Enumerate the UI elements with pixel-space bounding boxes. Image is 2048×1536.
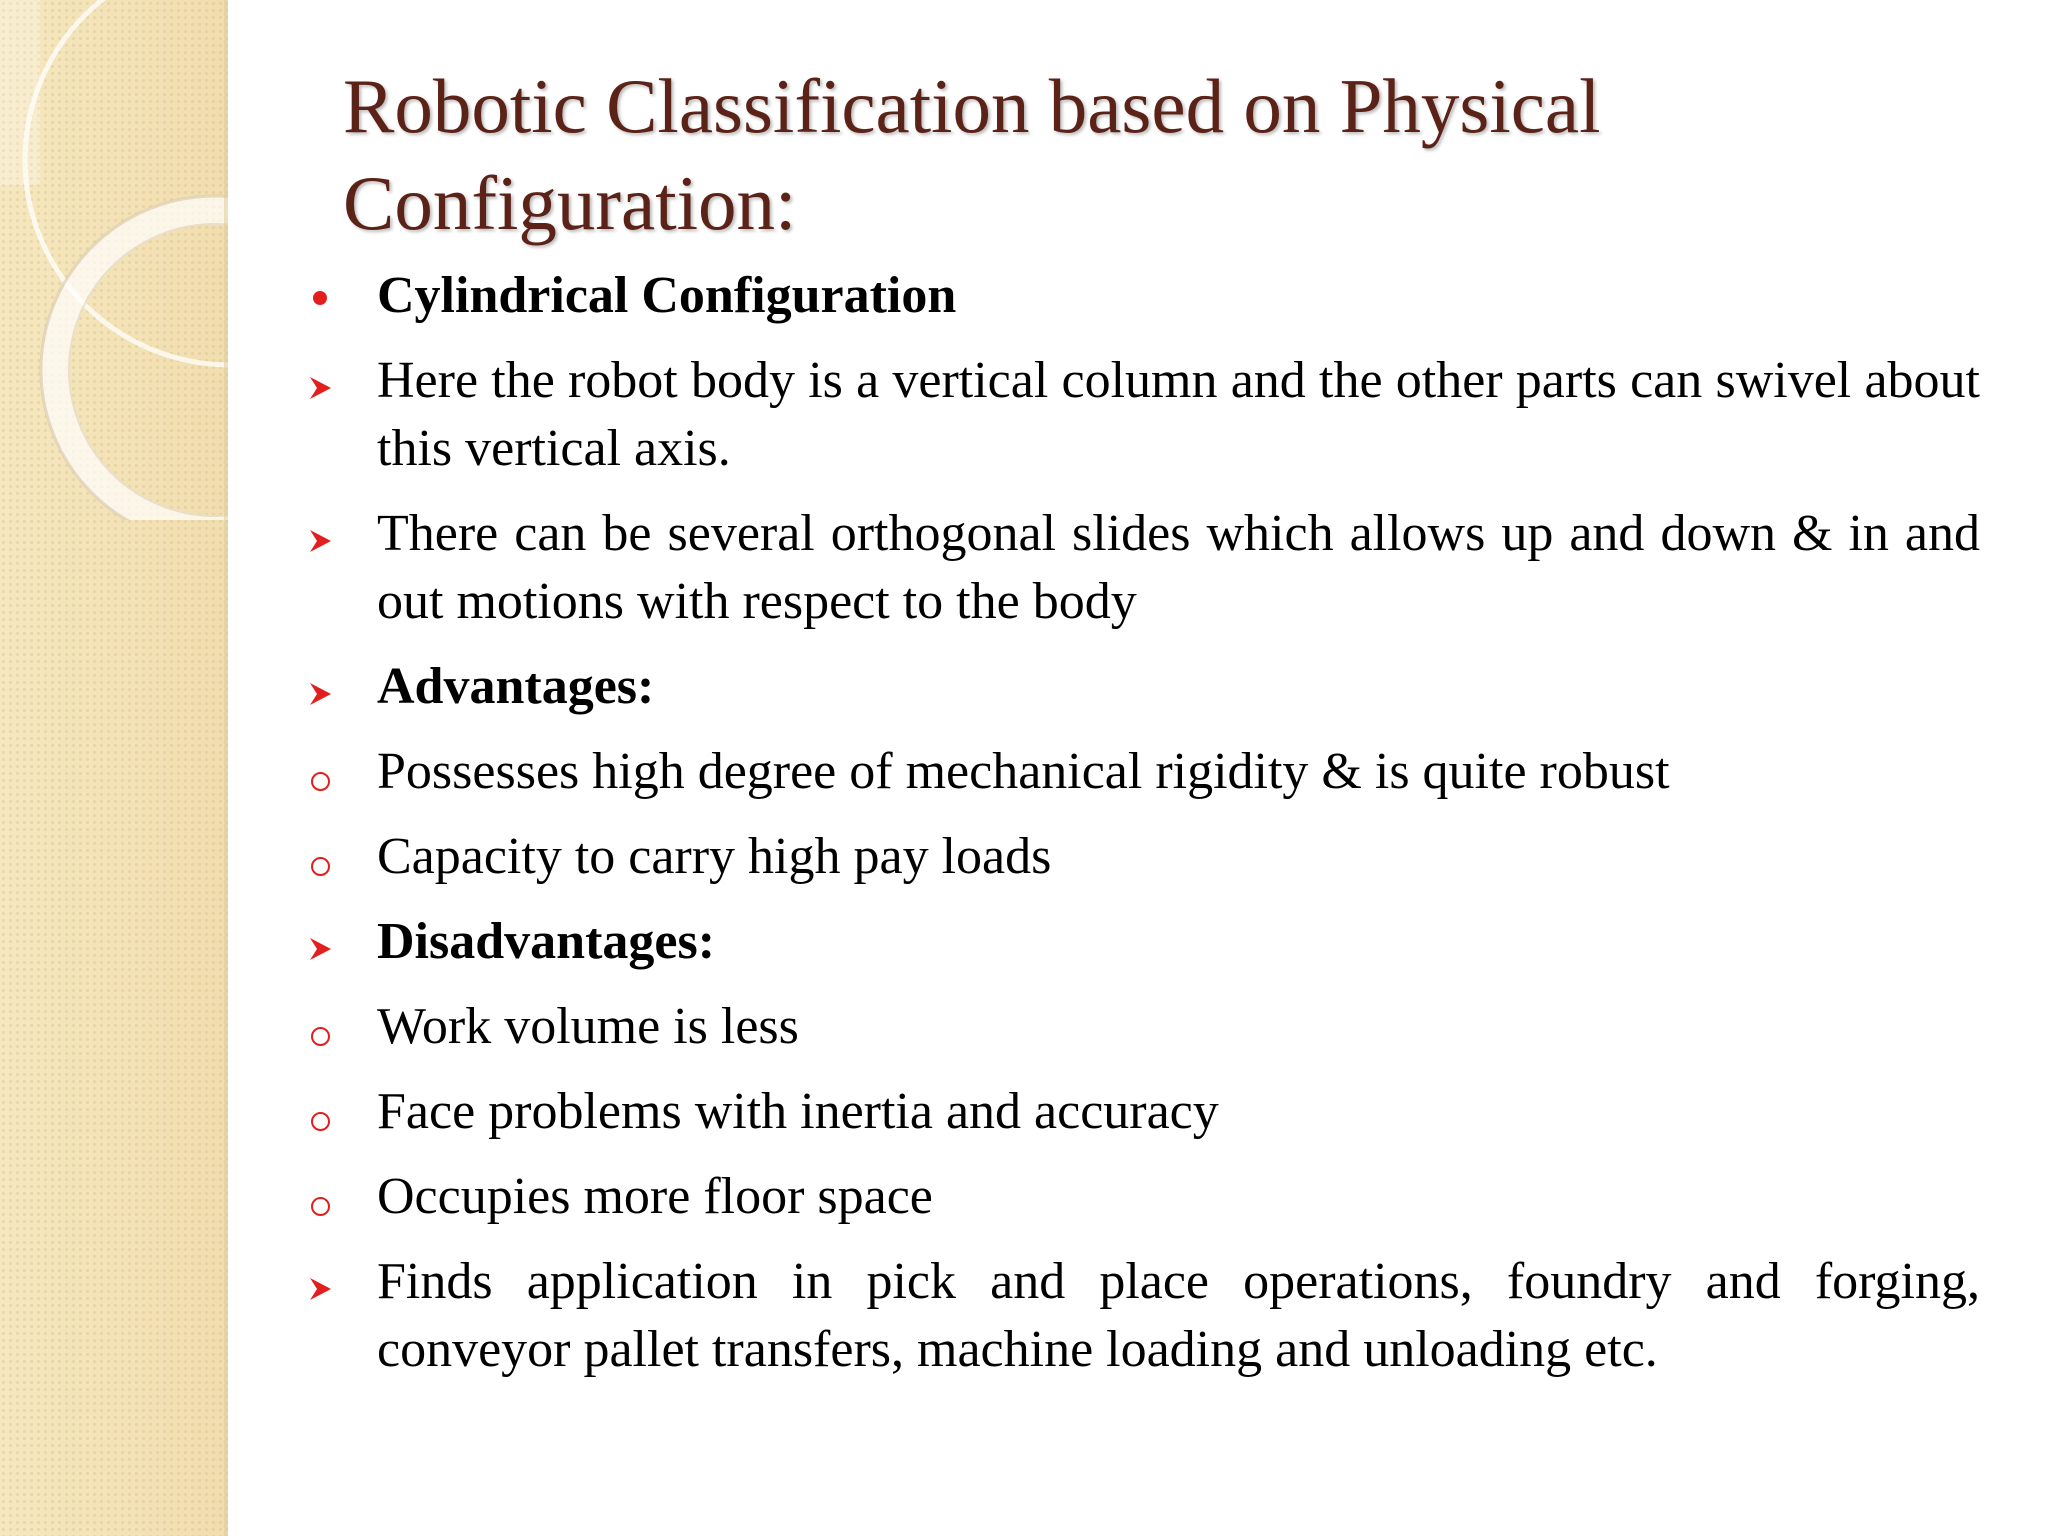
bullet-marker: [300, 1163, 340, 1231]
decorative-side-panel: [0, 0, 228, 1536]
bullet-marker: [300, 500, 340, 568]
bullet-item: [300, 262, 1980, 330]
bullet-marker: [300, 1078, 340, 1146]
bullet-text: Face problems with inertia and accuracy: [377, 1083, 1219, 1140]
bullet-list: [300, 262, 1980, 1401]
bullet-marker: [300, 823, 340, 891]
arrow-icon: [307, 1252, 333, 1320]
bullet-text: Finds application in pick and place operations, foundry and forging, conveyor pallet transfers, machine loading and unloading etc.: [377, 1253, 1980, 1378]
side-panel-edge: [224, 0, 228, 1536]
arrow-icon: [307, 912, 333, 980]
dot-icon: [313, 291, 327, 305]
bullet-marker: [300, 347, 340, 415]
bullet-text: Work volume is less: [377, 998, 799, 1055]
bullet-marker: [300, 653, 340, 721]
bullet-item: [300, 1248, 1980, 1384]
bullet-marker: [300, 1248, 340, 1316]
bullet-marker: [300, 738, 340, 806]
circle-icon: [311, 1197, 330, 1216]
bullet-text: Advantages:: [377, 658, 655, 715]
bullet-marker: [300, 908, 340, 976]
bullet-marker: [300, 262, 340, 330]
bullet-item: [300, 1078, 1980, 1146]
bullet-item: [300, 653, 1980, 721]
bullet-text: Cylindrical Configuration: [377, 267, 957, 324]
circle-icon: [311, 1112, 330, 1131]
bullet-item: [300, 738, 1980, 806]
bullet-text: There can be several orthogonal slides which allows up and down & in and out motions with respect to the body: [377, 505, 1980, 630]
bullet-item: [300, 908, 1980, 976]
bullet-text: Here the robot body is a vertical column and the other parts can swivel about this vertical axis.: [377, 352, 1980, 477]
bullet-item: [300, 347, 1980, 483]
bullet-text: Occupies more floor space: [377, 1168, 933, 1225]
circle-icon: [311, 857, 330, 876]
bullet-text: Capacity to carry high pay loads: [377, 828, 1052, 885]
bullet-item: [300, 823, 1980, 891]
bullet-marker: [300, 993, 340, 1061]
bullet-item: [300, 1163, 1980, 1231]
bullet-text: Disadvantages:: [377, 913, 716, 970]
circle-icon: [311, 1027, 330, 1046]
arrow-icon: [307, 657, 333, 725]
bullet-text: Possesses high degree of mechanical rigidity & is quite robust: [377, 743, 1670, 800]
arrow-icon: [307, 351, 333, 419]
circle-icon: [311, 772, 330, 791]
arrow-icon: [307, 504, 333, 572]
slide-title: Robotic Classification based on Physical Configuration:: [343, 63, 1601, 246]
bullet-item: [300, 993, 1980, 1061]
bullet-item: [300, 500, 1980, 636]
decorative-rings-icon: [0, 0, 228, 520]
